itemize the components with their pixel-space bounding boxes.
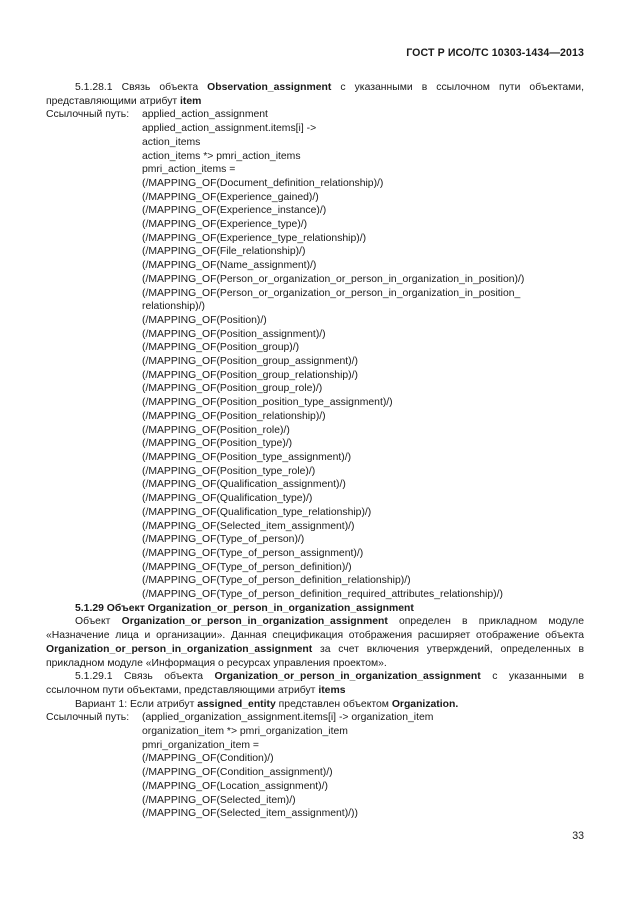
entity-name: Observation_assignment — [207, 82, 332, 93]
reference-path-list — [46, 122, 584, 286]
document-body — [46, 81, 584, 821]
entity-name: Organization_or_person_in_organization_assignment — [214, 671, 481, 683]
reference-path-line: (/MAPPING_OF(Type_of_person_definition_relationship)/) — [142, 575, 411, 587]
reference-path-label: Ссылочный путь: — [46, 712, 130, 724]
reference-path-line: (/MAPPING_OF(Location_assignment)/) — [142, 780, 328, 792]
section-5-1-29-heading: 5.1.29 Объект Organization_or_person_in_organization_assignment — [75, 602, 414, 614]
reference-path-line: (/MAPPING_OF(File_relationship)/) — [142, 246, 306, 258]
reference-path-line: (/MAPPING_OF(Experience_type)/) — [142, 219, 308, 231]
reference-path-line: pmri_action_items = — [142, 164, 236, 176]
reference-path-line: (/MAPPING_OF(Position_assignment)/) — [142, 328, 326, 340]
reference-path-line: (/MAPPING_OF(Position_type)/) — [142, 438, 293, 450]
entity-name: Organization. — [391, 698, 459, 710]
reference-path-line: (/MAPPING_OF(Position_group_assignment)/) — [142, 356, 358, 368]
reference-path-line: (/MAPPING_OF(Type_of_person_definition_required_attributes_relationship)/) — [142, 589, 503, 601]
reference-path-list — [46, 314, 584, 602]
section-5-1-28-1-paragraph: 5.1.28.1 Связь объекта Observation_assignment с указанными в ссылочном пути объектами, представляющими атрибут item — [46, 82, 584, 107]
reference-path-label: Ссылочный путь: — [46, 109, 130, 121]
reference-path-line: (/MAPPING_OF(Qualification_assignment)/) — [142, 479, 346, 491]
reference-path-wrapped — [46, 287, 584, 314]
reference-path-line: (/MAPPING_OF(Position_group)/) — [142, 342, 300, 354]
reference-path-line: (/MAPPING_OF(Qualification_type)/) — [142, 493, 313, 505]
page-header: ГОСТ Р ИСО/ТС 10303-1434—2013 — [406, 47, 584, 59]
reference-path-line: (/MAPPING_OF(Document_definition_relationship)/) — [142, 177, 384, 189]
reference-path-line: applied_action_assignment — [142, 109, 268, 121]
reference-path-line: (/MAPPING_OF(Position_role)/) — [142, 424, 290, 436]
reference-path-line: (/MAPPING_OF(Condition_assignment)/) — [142, 767, 333, 779]
reference-path-line: (/MAPPING_OF(Condition)/) — [142, 753, 274, 765]
reference-path-line: (/MAPPING_OF(Position_type_role)/) — [142, 465, 316, 477]
reference-path-line: (/MAPPING_OF(Experience_type_relationship)/) — [142, 232, 367, 244]
reference-path-line: applied_action_assignment.items[i] -> — [142, 123, 317, 135]
attribute-name: item — [180, 95, 202, 107]
reference-path-line: (/MAPPING_OF(Position_relationship)/) — [142, 410, 326, 422]
reference-path-line: (/MAPPING_OF(Type_of_person_assignment)/) — [142, 547, 364, 559]
reference-path-line: (/MAPPING_OF(Position_type_assignment)/) — [142, 451, 352, 463]
variant-1-line: Вариант 1: Если атрибут assigned_entity представлен объектом Organization. — [75, 698, 459, 710]
attribute-name: items — [318, 684, 346, 696]
reference-path-line: (/MAPPING_OF(Experience_instance)/) — [142, 205, 327, 217]
reference-path-line: (/MAPPING_OF(Position_position_type_assignment)/) — [142, 397, 393, 409]
page-number: 33 — [572, 830, 584, 842]
attribute-name: assigned_entity — [197, 698, 276, 710]
reference-path-line: (/MAPPING_OF(Type_of_person)/) — [142, 534, 305, 546]
reference-path-line: (/MAPPING_OF(Position_group_relationship)/) — [142, 369, 358, 381]
reference-path-line: organization_item *> pmri_organization_item — [142, 726, 348, 738]
reference-path-row — [46, 711, 584, 725]
section-5-1-29-paragraph: Объект Organization_or_person_in_organization_assignment определен в прикладном модуле «Назначение лица и организации». Данная спецификация отображения расширяет отображение объекта Organization_or_person_in_organization_assignment за счет включения утверждений, определенных в прикладном модуле «Информация о ресурсах управления проектом». — [46, 616, 584, 669]
entity-name: Organization_or_person_in_organization_assignment — [121, 616, 388, 628]
reference-path-line: (/MAPPING_OF(Selected_item_assignment)/) — [142, 520, 355, 532]
reference-path-line: (/MAPPING_OF(Experience_gained)/) — [142, 191, 319, 203]
reference-path-line: (/MAPPING_OF(Person_or_organization_or_person_in_organization_in_position_ relationship)/) — [142, 287, 521, 313]
reference-path-line: (/MAPPING_OF(Position_group_role)/) — [142, 383, 323, 395]
reference-path-line: action_items — [142, 136, 201, 148]
reference-path-line: (/MAPPING_OF(Position)/) — [142, 314, 267, 326]
reference-path-line: (/MAPPING_OF(Name_assignment)/) — [142, 260, 317, 272]
reference-path-line: (/MAPPING_OF(Type_of_person_definition)/) — [142, 561, 352, 573]
reference-path-row — [46, 108, 584, 122]
section-5-1-29-1-paragraph: 5.1.29.1 Связь объекта Organization_or_person_in_organization_assignment с указанными в ссылочном пути объектами, представляющими атрибут items — [46, 671, 584, 696]
reference-path-line: (applied_organization_assignment.items[i] -> organization_item — [142, 712, 434, 724]
reference-path-line: (/MAPPING_OF(Selected_item)/) — [142, 794, 296, 806]
entity-name: Organization_or_person_in_organization_assignment — [46, 643, 313, 655]
reference-path-line: pmri_organization_item = — [142, 739, 259, 751]
reference-path-list — [46, 725, 584, 821]
reference-path-line: (/MAPPING_OF(Person_or_organization_or_person_in_organization_in_position)/) — [142, 273, 525, 285]
reference-path-line: (/MAPPING_OF(Selected_item_assignment)/)) — [142, 808, 358, 820]
reference-path-line: action_items *> pmri_action_items — [142, 150, 301, 162]
reference-path-line: (/MAPPING_OF(Qualification_type_relationship)/) — [142, 506, 372, 518]
